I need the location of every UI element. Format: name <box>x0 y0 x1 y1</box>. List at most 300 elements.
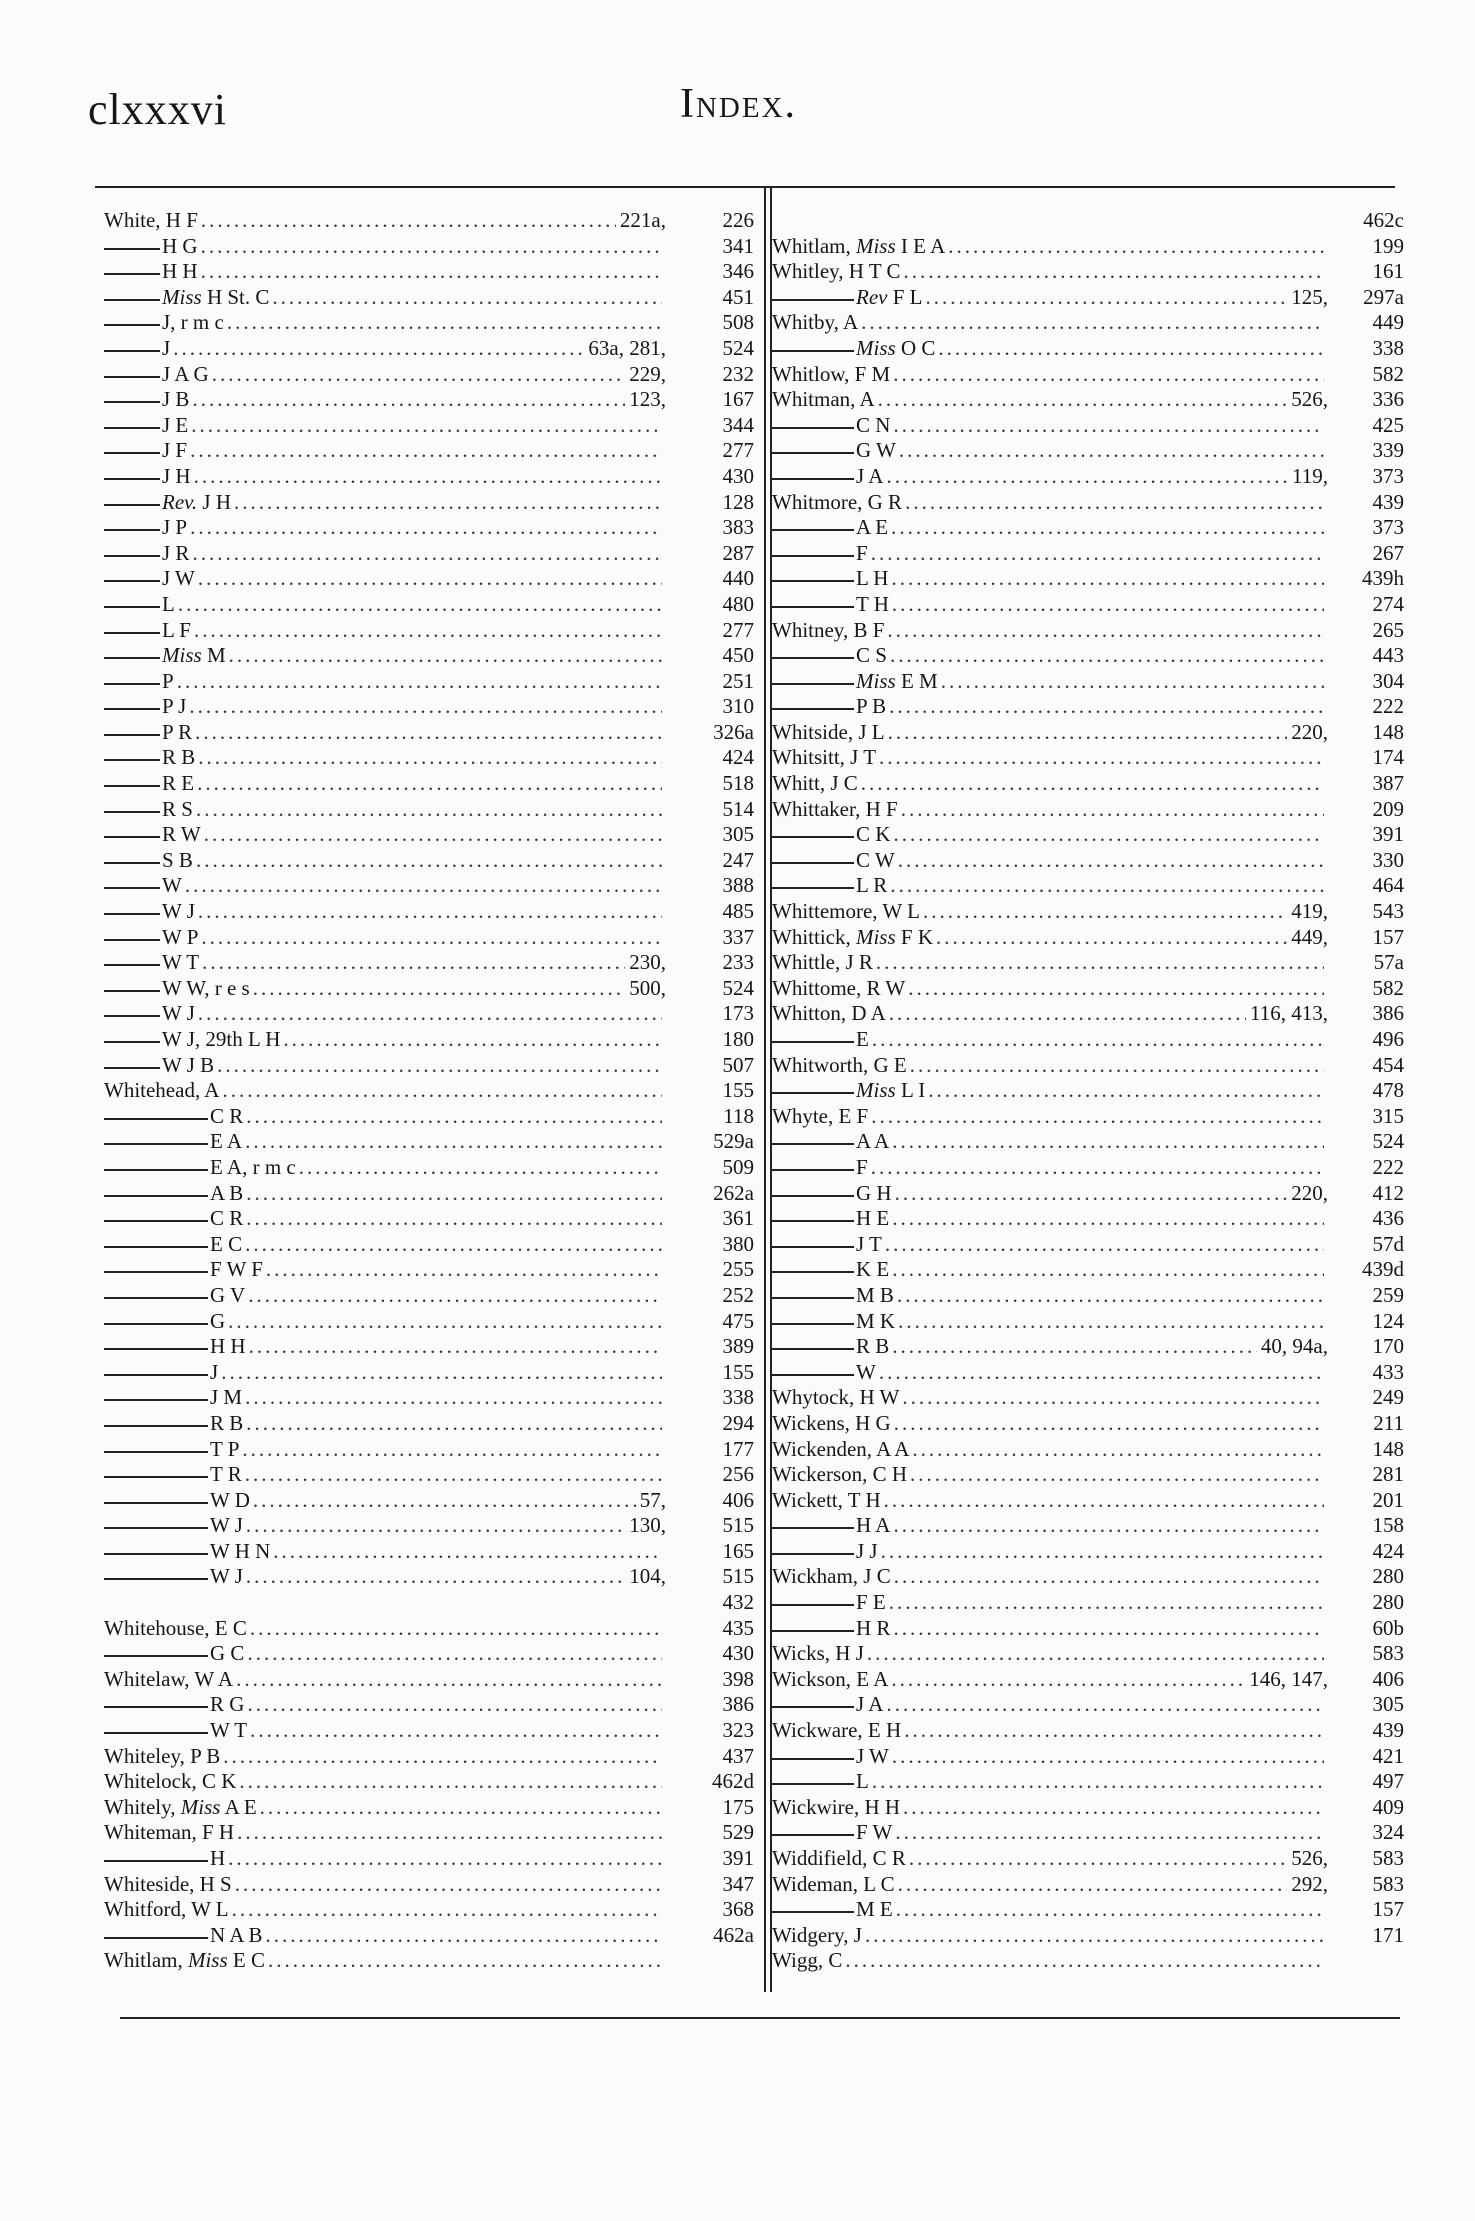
entry-name-text: L I <box>900 1078 926 1103</box>
entry-name <box>162 873 182 899</box>
entry-name-text: Wideman, L C <box>772 1871 895 1896</box>
entry-name <box>772 1872 895 1898</box>
ditto-dash <box>104 1283 208 1299</box>
entry-page-number: 386 <box>722 1692 754 1717</box>
entry-name <box>162 464 191 490</box>
entry-extra-pages: 230, <box>629 950 666 975</box>
entry-page-number: 391 <box>1372 822 1404 847</box>
entry-name-text: E A, r m c <box>210 1154 296 1179</box>
index-entry <box>772 1744 1404 1770</box>
entry-name-wrap <box>104 592 672 618</box>
entry-extra-pages <box>662 592 672 618</box>
entry-name <box>162 899 195 925</box>
entry-name <box>210 1181 243 1207</box>
entry-name <box>856 669 938 695</box>
entry-name-text: Whitehead, A <box>104 1078 220 1103</box>
entry-name-wrap <box>104 1872 672 1898</box>
entry-name-wrap <box>772 822 1334 848</box>
entry-extra-pages <box>1324 771 1334 797</box>
ditto-dash <box>104 592 160 608</box>
entry-extra-pages <box>1324 1769 1334 1795</box>
entry-name <box>856 464 883 490</box>
entry-name <box>162 745 195 771</box>
entry-name-text: F W F <box>210 1257 263 1282</box>
index-entry <box>104 1104 754 1130</box>
entry-extra-pages: 40, 94a, <box>1260 1334 1328 1359</box>
ditto-dash <box>772 285 854 301</box>
ditto-dash <box>772 643 854 659</box>
entry-name-text: R B <box>210 1410 244 1435</box>
entry-extra-pages <box>662 1385 672 1411</box>
column-divider-left <box>764 188 766 1992</box>
entry-name-text: Whitney, B F <box>772 617 885 642</box>
ditto-dash <box>104 745 160 761</box>
entry-name <box>772 1411 891 1437</box>
entry-name-text: Whittle, J R <box>772 950 873 975</box>
entry-name <box>856 1181 892 1207</box>
entry-name-wrap <box>772 1232 1334 1258</box>
entry-name-wrap <box>772 234 1334 260</box>
entry-name-text: G V <box>210 1282 246 1307</box>
index-entry <box>772 1718 1404 1744</box>
entry-name-text: G H <box>856 1180 892 1205</box>
entry-page-number: 389 <box>722 1334 754 1359</box>
entry-name <box>210 1283 245 1309</box>
entry-extra-pages <box>1324 1232 1334 1258</box>
dot-leader <box>268 1948 662 1974</box>
index-entry <box>772 1027 1404 1053</box>
entry-extra-pages: 526, <box>1291 1846 1328 1870</box>
index-entry <box>104 1257 754 1283</box>
ditto-dash <box>104 1539 208 1555</box>
entry-title-prefix: Rev. <box>162 489 198 514</box>
entry-name <box>162 618 191 644</box>
entry-name <box>772 234 945 260</box>
entry-name <box>856 1744 889 1770</box>
ditto-dash <box>772 464 854 480</box>
entry-name-text: F <box>856 1154 868 1179</box>
index-entry <box>104 1513 754 1539</box>
entry-page-number: 398 <box>722 1666 754 1691</box>
index-entry <box>104 1001 754 1027</box>
index-entry <box>772 566 1404 592</box>
ditto-dash <box>104 1053 160 1069</box>
index-entry <box>104 541 754 567</box>
entry-extra-pages <box>662 745 672 771</box>
entry-extra-pages: 500, <box>629 975 666 1000</box>
entry-name-wrap <box>772 438 1334 464</box>
index-entry <box>772 592 1404 618</box>
index-entry <box>104 1053 754 1079</box>
entry-name-wrap <box>104 310 672 336</box>
index-entry <box>772 1539 1404 1565</box>
entry-name <box>162 336 170 362</box>
entry-page-number: 439h <box>1362 566 1404 591</box>
entry-name <box>162 1053 214 1079</box>
ditto-dash <box>104 413 160 429</box>
entry-name <box>162 720 192 746</box>
index-entry <box>104 1948 754 1974</box>
index-entry <box>772 873 1404 899</box>
entry-page-number: 524 <box>722 335 754 360</box>
entry-extra-pages <box>662 643 672 669</box>
entry-page-number: 373 <box>1372 515 1404 540</box>
entry-extra-pages <box>1324 234 1334 260</box>
entry-name-wrap <box>772 745 1334 771</box>
entry-name <box>772 925 933 951</box>
dot-leader <box>246 1564 625 1590</box>
index-entry <box>104 413 754 439</box>
entry-name-text: W <box>162 873 182 898</box>
dot-leader <box>867 1641 1324 1667</box>
entry-page-number: 439 <box>1372 489 1404 514</box>
entry-page-number: 209 <box>1372 796 1404 821</box>
index-entry <box>772 1616 1404 1642</box>
index-entry <box>772 1053 1404 1079</box>
entry-name-wrap <box>772 1539 1334 1565</box>
entry-name-text: Whitlam, <box>104 1948 183 1973</box>
dot-leader <box>237 1820 662 1846</box>
dot-leader <box>192 541 662 567</box>
entry-name-text: W J <box>210 1564 243 1589</box>
entry-title-prefix: Miss <box>856 335 896 360</box>
index-entry <box>772 387 1404 413</box>
entry-name-wrap <box>104 541 672 567</box>
index-entry <box>104 438 754 464</box>
entry-name-wrap <box>772 1001 1334 1027</box>
entry-name-text: J E <box>162 412 189 437</box>
index-entry <box>104 848 754 874</box>
ditto-dash <box>772 541 854 557</box>
entry-name-wrap <box>104 1769 672 1795</box>
entry-extra-pages: 292, <box>1291 1871 1328 1896</box>
entry-page-number: 167 <box>722 387 754 412</box>
entry-name <box>856 848 895 874</box>
entry-name-text: Wickerson, C H <box>772 1462 908 1487</box>
entry-name <box>162 643 226 669</box>
entry-name <box>856 822 890 848</box>
entry-page-number: 496 <box>1372 1027 1404 1051</box>
ditto-dash <box>772 1334 854 1350</box>
dot-leader <box>886 464 1288 490</box>
entry-page-number: 304 <box>1372 668 1404 693</box>
entry-extra-pages <box>1324 592 1334 618</box>
entry-extra-pages: 130, <box>629 1513 666 1538</box>
entry-page-number: 339 <box>1372 438 1404 463</box>
entry-name-text: C W <box>856 847 895 872</box>
index-entry <box>104 1155 754 1181</box>
entry-extra-pages <box>1324 1155 1334 1181</box>
index-entry <box>772 618 1404 644</box>
entry-name <box>856 1539 878 1565</box>
ditto-dash <box>772 1820 854 1836</box>
ditto-dash <box>772 1590 854 1606</box>
entry-page-number: 454 <box>1372 1052 1404 1077</box>
entry-page-number: 582 <box>1372 361 1404 386</box>
entry-page-number: 252 <box>722 1282 754 1307</box>
dot-leader <box>201 208 616 234</box>
entry-name <box>104 1616 247 1642</box>
index-entry <box>104 464 754 490</box>
entry-page-number: 201 <box>1372 1487 1404 1512</box>
ditto-dash <box>104 336 160 352</box>
entry-name-wrap <box>104 1360 672 1386</box>
entry-page-number: 155 <box>722 1359 754 1384</box>
ditto-dash <box>104 1129 208 1145</box>
dot-leader <box>228 1846 662 1872</box>
entry-name <box>772 1795 900 1821</box>
entry-name <box>210 1718 247 1744</box>
entry-extra-pages <box>662 1923 672 1949</box>
ditto-dash <box>772 566 854 582</box>
entry-name <box>210 1155 296 1181</box>
entry-name-text: G C <box>210 1641 245 1666</box>
index-entry <box>104 925 754 951</box>
entry-name-wrap <box>104 515 672 541</box>
entry-name-text: Wickson, E A <box>772 1666 889 1691</box>
entry-name <box>162 259 198 285</box>
dot-leader <box>195 720 662 746</box>
ditto-dash <box>104 1334 208 1350</box>
dot-leader <box>876 950 1324 976</box>
entry-extra-pages <box>662 1078 672 1104</box>
entry-name-wrap <box>772 720 1334 746</box>
entry-extra-pages <box>1324 1053 1334 1079</box>
index-entry <box>104 1411 754 1437</box>
entry-name-text: J B <box>162 387 190 412</box>
entry-name <box>856 1129 889 1155</box>
index-entry <box>104 720 754 746</box>
entry-extra-pages <box>662 1846 672 1872</box>
ditto-dash <box>104 720 160 736</box>
entry-name-wrap <box>104 336 672 362</box>
entry-name-text: Wickens, H G <box>772 1410 891 1435</box>
dot-leader <box>938 336 1324 362</box>
entry-name-text: C K <box>856 822 891 847</box>
entry-page-number: 336 <box>1372 387 1404 412</box>
entry-name-text: W <box>856 1359 876 1384</box>
ditto-dash <box>104 1488 208 1504</box>
entry-name-wrap <box>772 285 1334 311</box>
entry-name-text: Widgery, J <box>772 1922 862 1947</box>
index-entry <box>772 464 1404 490</box>
index-entry <box>104 745 754 771</box>
entry-name <box>104 1667 233 1693</box>
entry-page-number: 449 <box>1372 310 1404 335</box>
index-entry <box>104 1027 754 1053</box>
entry-name-text: L <box>856 1769 869 1794</box>
ditto-dash <box>772 1155 854 1171</box>
entry-page-number: 508 <box>722 310 754 335</box>
entry-name <box>856 592 889 618</box>
index-entry <box>104 1872 754 1898</box>
entry-name-text: A E <box>224 1794 257 1819</box>
entry-name <box>856 1769 869 1795</box>
entry-name-text: J A <box>856 463 884 488</box>
index-entry <box>772 745 1404 771</box>
entry-extra-pages <box>662 1232 672 1258</box>
entry-name <box>772 1053 907 1079</box>
entry-page-number: 462d <box>712 1769 754 1794</box>
entry-name-text: Wickenden, A A <box>772 1436 910 1461</box>
index-entry <box>772 490 1404 516</box>
entry-name <box>856 1897 893 1923</box>
entry-name-text: White, H F <box>104 208 198 232</box>
entry-page-number: 436 <box>1372 1206 1404 1231</box>
dot-leader <box>926 285 1288 311</box>
entry-name-text: E C <box>210 1231 243 1256</box>
dot-leader <box>892 1206 1324 1232</box>
entry-name <box>772 1667 888 1693</box>
index-entry <box>104 362 754 388</box>
entry-name-wrap <box>772 771 1334 797</box>
entry-name-wrap <box>104 1513 672 1539</box>
entry-name <box>162 976 250 1002</box>
dot-leader <box>266 1257 662 1283</box>
index-entry <box>772 1513 1404 1539</box>
entry-extra-pages <box>1324 745 1334 771</box>
index-entry <box>772 925 1404 951</box>
dot-leader <box>239 1769 662 1795</box>
ditto-dash <box>772 1027 854 1043</box>
entry-extra-pages <box>1324 1104 1334 1130</box>
entry-name-text: A B <box>210 1180 244 1205</box>
entry-name <box>856 1027 869 1053</box>
entry-name-wrap <box>772 490 1334 516</box>
dot-leader <box>879 1360 1324 1386</box>
entry-name-text: O C <box>900 335 936 360</box>
entry-name-text: W H N <box>210 1538 271 1563</box>
entry-name-text: T H <box>856 591 889 616</box>
entry-page-number: 373 <box>1372 463 1404 488</box>
entry-page-number: 222 <box>1372 1154 1404 1179</box>
index-entry <box>104 592 754 618</box>
index-entry <box>772 1181 1404 1207</box>
dot-leader <box>227 310 662 336</box>
entry-extra-pages <box>662 1155 672 1181</box>
entry-name-text: J H <box>162 463 191 488</box>
ditto-dash <box>772 1181 854 1197</box>
index-entry <box>104 336 754 362</box>
dot-leader <box>247 1641 662 1667</box>
entry-name-text: W J B <box>162 1052 215 1077</box>
dot-leader <box>893 822 1324 848</box>
ditto-dash <box>104 1564 208 1580</box>
entry-page-number: 514 <box>722 796 754 821</box>
entry-extra-pages <box>662 1948 672 1974</box>
entry-name-text: Widdifield, C R <box>772 1846 906 1870</box>
entry-name-text: Whytock, H W <box>772 1385 900 1410</box>
index-entry <box>104 1334 754 1360</box>
entry-page-number: 247 <box>722 847 754 872</box>
entry-name <box>856 1513 890 1539</box>
dot-leader <box>248 1283 662 1309</box>
entry-extra-pages <box>662 720 672 746</box>
entry-name <box>210 1334 246 1360</box>
entry-page-number: 222 <box>1372 694 1404 719</box>
ditto-dash <box>772 1692 854 1708</box>
entry-name-text: E M <box>900 668 938 693</box>
dot-leader <box>898 1309 1324 1335</box>
entry-name <box>856 1309 895 1335</box>
dot-leader <box>910 1462 1324 1488</box>
entry-name <box>104 1897 229 1923</box>
entry-name <box>856 1334 889 1360</box>
entry-name <box>856 515 888 541</box>
entry-page-number: 280 <box>1372 1590 1404 1615</box>
entry-page-number: 124 <box>1372 1308 1404 1333</box>
entry-name <box>772 1641 864 1667</box>
entry-extra-pages <box>662 515 672 541</box>
entry-extra-pages <box>662 1718 672 1744</box>
index-entry <box>104 1232 754 1258</box>
entry-extra-pages <box>1324 1257 1334 1283</box>
dot-leader <box>936 925 1287 951</box>
dot-leader <box>246 1104 662 1130</box>
entry-extra-pages <box>1324 618 1334 644</box>
entry-title-prefix: Miss <box>856 668 896 693</box>
entry-page-number: 583 <box>1372 1846 1404 1870</box>
entry-page-number: 450 <box>722 643 754 668</box>
index-entry <box>772 1948 1404 1974</box>
ditto-dash <box>104 1411 208 1427</box>
entry-page-number: 281 <box>1372 1462 1404 1487</box>
entry-name-wrap <box>104 1309 672 1335</box>
entry-name <box>104 208 198 234</box>
dot-leader <box>217 1053 662 1079</box>
entry-page-number: 406 <box>722 1487 754 1512</box>
entry-extra-pages <box>1324 1488 1334 1514</box>
index-entry <box>104 669 754 695</box>
entry-extra-pages <box>662 694 672 720</box>
entry-name-wrap <box>772 1795 1334 1821</box>
entry-name <box>162 925 198 951</box>
dot-leader <box>889 1001 1246 1027</box>
dot-leader <box>893 362 1324 388</box>
entry-name-text: W J <box>162 899 195 924</box>
entry-name-wrap <box>104 1718 672 1744</box>
entry-page-number: 148 <box>1372 1436 1404 1461</box>
entry-name <box>210 1641 244 1667</box>
entry-name-wrap <box>772 1309 1334 1335</box>
index-entry <box>772 515 1404 541</box>
entry-extra-pages: 229, <box>629 361 666 386</box>
dot-leader <box>889 694 1324 720</box>
entry-page-number: 157 <box>1372 1897 1404 1922</box>
ditto-dash <box>104 643 160 659</box>
entry-name <box>772 1923 862 1949</box>
entry-name-text: H E <box>856 1206 890 1231</box>
entry-extra-pages: 123, <box>629 387 666 412</box>
dot-leader <box>901 797 1324 823</box>
entry-name <box>104 1872 232 1898</box>
index-entry <box>104 1590 754 1616</box>
dot-leader <box>197 771 662 797</box>
dot-leader <box>881 1539 1324 1565</box>
index-entry <box>772 1897 1404 1923</box>
entry-extra-pages <box>1324 797 1334 823</box>
ditto-dash <box>772 822 854 838</box>
entry-name-wrap <box>772 1846 1334 1872</box>
entry-extra-pages <box>1324 1027 1334 1053</box>
entry-page-number: 161 <box>1372 259 1404 284</box>
entry-name-text: J <box>210 1359 219 1384</box>
dot-leader <box>884 1488 1324 1514</box>
entry-name-text: K E <box>856 1257 890 1282</box>
entry-page-number: 509 <box>722 1154 754 1179</box>
dot-leader <box>234 490 662 516</box>
index-entry <box>772 669 1404 695</box>
